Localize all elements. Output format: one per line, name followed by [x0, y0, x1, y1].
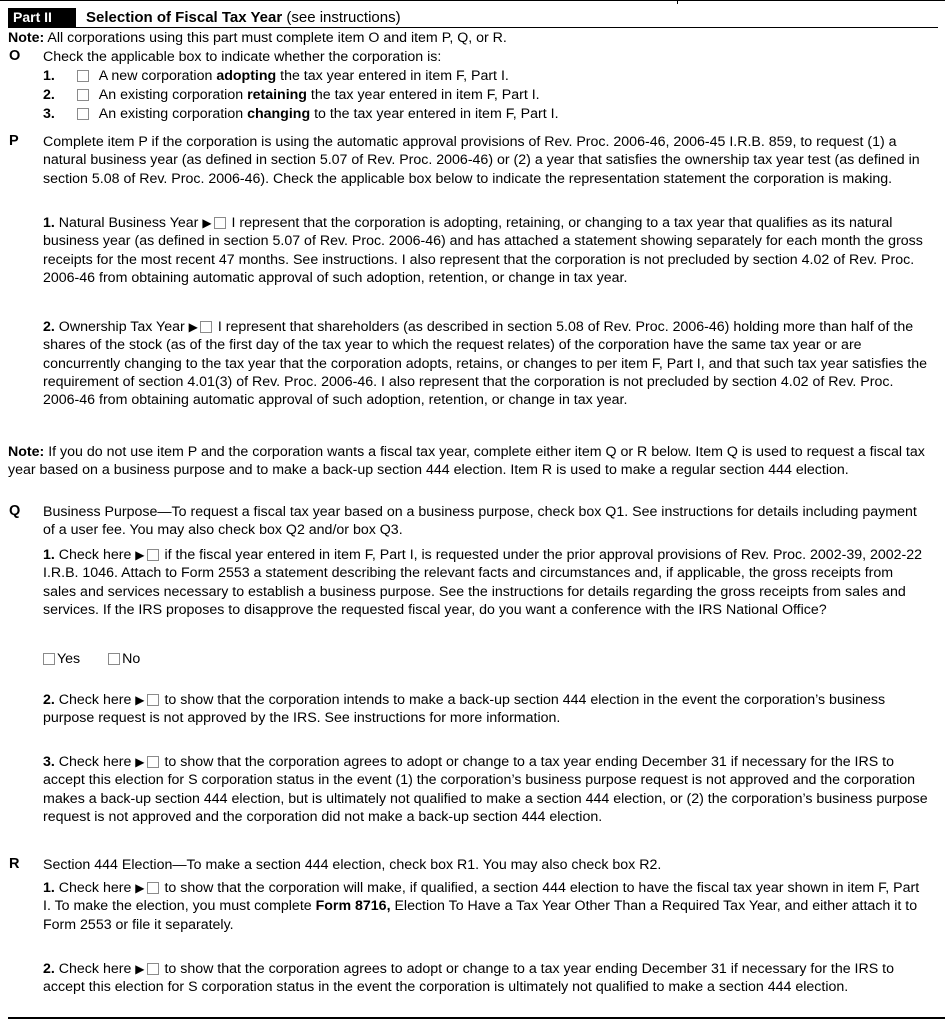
- option-number: 2.: [43, 87, 55, 103]
- item-q2: [43, 691, 928, 728]
- bottom-rule: [8, 1017, 945, 1019]
- arrow-right-icon: ▶: [135, 881, 145, 895]
- item-p-intro: Complete item P if the corporation is using the automatic approval provisions of Rev. Proc. 2006-46, 2006-45 I.R.B. 859, to request (1) a natural business year (as defined in section 5.07 of Rev. Proc. 2006-46) or (2) a year that satisfies the ownership tax year test (as defined in section 5.08 of Rev. Proc. 2006-46). Check the applicable box below to indicate the representation statement the corporation is making.: [43, 134, 920, 187]
- p1-text: I represent that the corporation is adopting, retaining, or changing to a tax year that qualifies as its natural business year (as defined in section 5.07 of Rev. Proc. 2006-46) and has attached a statement showing separately for each month the gross receipts for the most recent 47 months. See instructions. I also represent that the corporation is not precluded by section 4.02 of Rev. Proc. 2006-46 from obtaining automatic approval of such adoption, retention, or change in tax year.: [43, 215, 923, 286]
- part-header: [8, 5, 938, 28]
- r1-label: Check here: [54, 880, 136, 896]
- option-keyword: adopting: [216, 68, 277, 84]
- arrow-right-icon: ▶: [135, 548, 145, 562]
- note-2: [8, 443, 933, 480]
- option-text-end: the tax year entered in item F, Part I.: [306, 87, 540, 103]
- option-number: 3.: [43, 106, 55, 122]
- q3-label: Check here: [54, 754, 136, 770]
- part-title-rest: (see instructions): [282, 9, 401, 26]
- ownership-tax-year-checkbox[interactable]: [200, 321, 212, 333]
- arrow-right-icon: ▶: [202, 216, 212, 230]
- q2-label: Check here: [54, 692, 136, 708]
- conference-no-checkbox[interactable]: [108, 653, 120, 665]
- part-badge: Part II: [8, 8, 76, 27]
- r1-text-b: Election To Have a Tax Year Other Than a Required Tax Year, and either attach it to Form 2553 or file it separately.: [43, 898, 918, 933]
- item-r-letter: R: [9, 856, 20, 872]
- item-r2: [43, 960, 928, 997]
- natural-business-year-checkbox[interactable]: [214, 217, 226, 229]
- item-q3: [43, 753, 928, 826]
- q1-text: if the fiscal year entered in item F, Part I, is requested under the prior approval provisions of Rev. Proc. 2002-39, 2002-22 I.R.B. 1046. Attach to Form 2553 a statement describing the relevant facts and circumstances and, if applicable, the gross receipts from sales and services necessary to establish a business purpose. See the instructions for details regarding the gross receipts from sales and services. If the IRS proposes to disapprove the requested fiscal year, do you want a conference with the IRS National Office?: [43, 547, 923, 618]
- item-o-letter: O: [9, 48, 21, 64]
- form-8716-ref: Form 8716,: [315, 898, 391, 915]
- item-q1: [43, 546, 928, 619]
- q1-number: 1.: [43, 547, 55, 563]
- r2-label: Check here: [54, 961, 136, 977]
- p2-number: 2.: [43, 319, 55, 335]
- note-label: Note:: [8, 444, 45, 460]
- part-title: [86, 8, 401, 27]
- note-text: All corporations using this part must complete item O and item P, Q, or R.: [44, 30, 507, 46]
- p2-text: I represent that shareholders (as described in section 5.08 of Rev. Proc. 2006-46) holding more than half of the shares of the stock (as of the first day of the tax year to which the request relates) of the corporation have the same tax year or are concurrently changing to the tax year that the corporation adopts, retains, or changes to per item F, Part I, and that such tax year satisfies the requirement of section 4.01(3) of Rev. Proc. 2006-46. I also represent that the corporation is not precluded by section 4.02 of Rev. Proc. 2006-46 from obtaining automatic approval of such adoption, retention, or change in tax year.: [43, 319, 928, 409]
- item-p1: [43, 214, 928, 287]
- q3-number: 3.: [43, 754, 55, 770]
- q1-conference-choice: [43, 650, 140, 668]
- option-1-checkbox[interactable]: [77, 70, 89, 82]
- r1-text-a: to show that the corporation will make, if qualified, a section 444 election to have the fiscal tax year shown in item F, Part I. To make the election, you must complete: [43, 880, 920, 915]
- item-q-letter: Q: [9, 503, 21, 519]
- option-2-checkbox[interactable]: [77, 89, 89, 101]
- arrow-right-icon: ▶: [188, 320, 198, 334]
- r2-text: to show that the corporation agrees to adopt or change to a tax year ending December 31 if necessary for the IRS to accept this election for S corporation status in the event the corporation is ultimately not qualified to make a section 444 election.: [43, 961, 894, 996]
- item-q-intro: Business Purpose—To request a fiscal tax year based on a business purpose, check box Q1. See instructions for details including payment of a user fee. You may also check box Q2 and/or box Q3.: [43, 504, 917, 539]
- item-r-intro: Section 444 Election—To make a section 444 election, check box R1. You may also check box R2.: [43, 857, 662, 873]
- top-rule: [0, 0, 945, 1]
- p2-label: Ownership Tax Year: [54, 319, 189, 335]
- note-text: If you do not use item P and the corporation wants a fiscal tax year, complete either item Q or R below. Item Q is used to request a fiscal tax year based on a business purpose and to make a back-up section 444 election. Item R is used to make a regular section 444 election.: [8, 444, 925, 479]
- q2-checkbox[interactable]: [147, 694, 159, 706]
- item-o-intro: Check the applicable box to indicate whether the corporation is:: [43, 49, 442, 65]
- r2-checkbox[interactable]: [147, 963, 159, 975]
- q1-label: Check here: [54, 547, 136, 563]
- r1-number: 1.: [43, 880, 55, 896]
- q1-checkbox[interactable]: [147, 549, 159, 561]
- option-3-checkbox[interactable]: [77, 108, 89, 120]
- q3-checkbox[interactable]: [147, 756, 159, 768]
- item-o-option-1: [43, 67, 509, 85]
- q3-text: to show that the corporation agrees to adopt or change to a tax year ending December 31 if necessary for the IRS to accept this election for S corporation status in the event (1) the corporation’s business purpose request is not approved and the corporation makes a back-up section 444 election, but is ultimately not qualified to make a section 444 election, or (2) the corporation’s business purpose request is not approved and the corporation did not make a back-up section 444 election.: [43, 754, 928, 825]
- option-text: An existing corporation: [98, 106, 248, 122]
- note-1: [8, 29, 933, 47]
- option-number: 1.: [43, 68, 55, 84]
- item-p-letter: P: [9, 133, 19, 149]
- yes-label: Yes: [57, 651, 81, 667]
- top-rule-tick: [677, 0, 678, 4]
- option-keyword: changing: [247, 106, 311, 122]
- item-o-option-2: [43, 86, 540, 104]
- part-title-bold: Selection of Fiscal Tax Year: [86, 9, 283, 26]
- option-text: A new corporation: [98, 68, 217, 84]
- no-label: No: [122, 651, 141, 667]
- option-text-end: to the tax year entered in item F, Part I.: [310, 106, 559, 122]
- option-text-end: the tax year entered in item F, Part I.: [276, 68, 509, 84]
- q2-text: to show that the corporation intends to make a back-up section 444 election in the event the corporation’s business purpose request is not approved by the IRS. See instructions for more information.: [43, 692, 886, 727]
- q2-number: 2.: [43, 692, 55, 708]
- r1-checkbox[interactable]: [147, 882, 159, 894]
- arrow-right-icon: ▶: [135, 693, 145, 707]
- item-o-option-3: [43, 105, 559, 123]
- item-p2: [43, 318, 928, 409]
- note-label: Note:: [8, 30, 45, 46]
- arrow-right-icon: ▶: [135, 962, 145, 976]
- r2-number: 2.: [43, 961, 55, 977]
- arrow-right-icon: ▶: [135, 755, 145, 769]
- conference-yes-checkbox[interactable]: [43, 653, 55, 665]
- option-text: An existing corporation: [98, 87, 248, 103]
- p1-number: 1.: [43, 215, 55, 231]
- p1-label: Natural Business Year: [54, 215, 203, 231]
- item-r1: [43, 879, 928, 934]
- option-keyword: retaining: [247, 87, 307, 103]
